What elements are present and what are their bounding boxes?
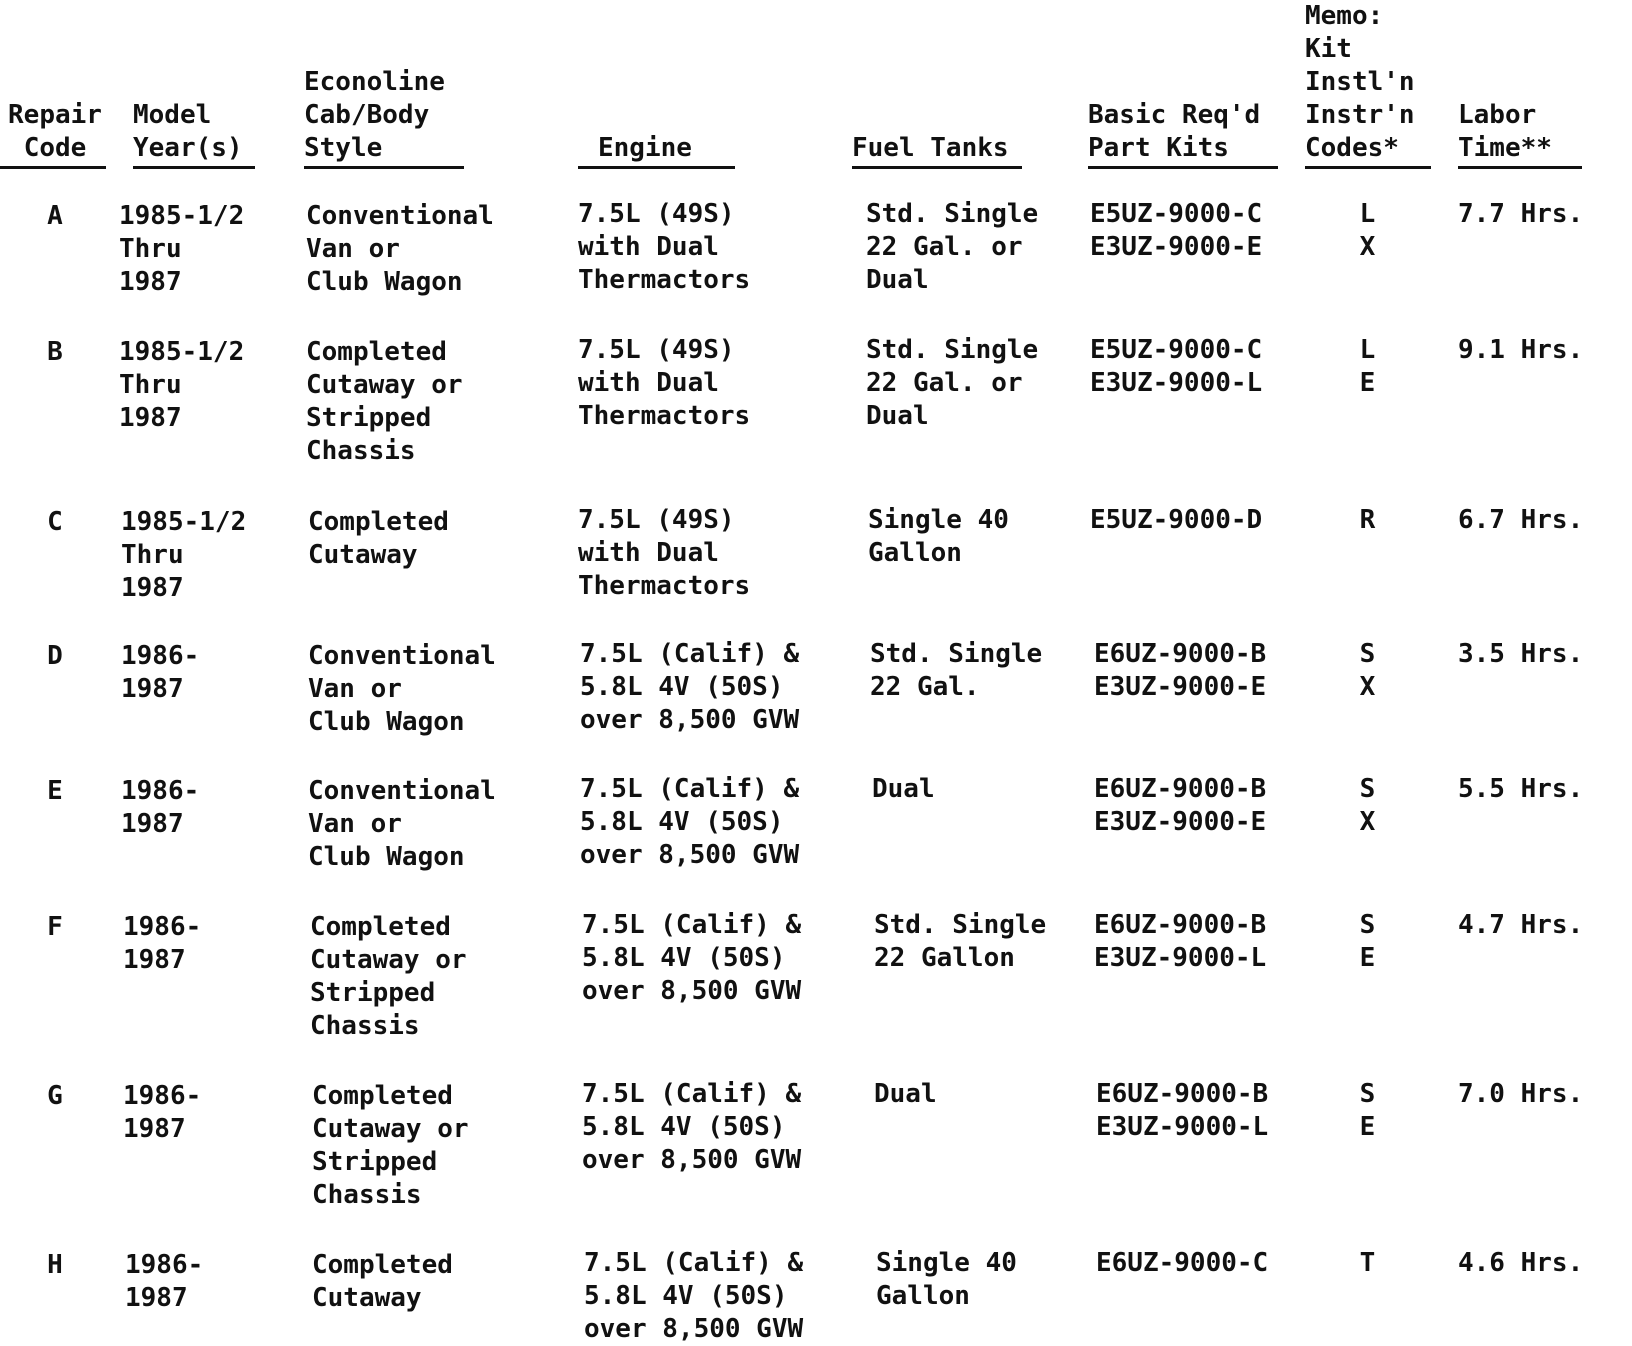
- repair-code: C: [47, 507, 63, 537]
- header-underline: [133, 166, 255, 169]
- engine: 7.5L (Calif) & 5.8L 4V (50S) over 8,500 GVW: [580, 774, 800, 870]
- labor-time: 5.5 Hrs.: [1458, 774, 1584, 804]
- fuel-tanks: Single 40 Gallon: [876, 1248, 1017, 1311]
- fuel-tanks: Dual: [874, 1079, 937, 1109]
- fuel-tanks: Std. Single 22 Gallon: [874, 910, 1047, 973]
- labor-time: 9.1 Hrs.: [1458, 335, 1584, 365]
- body-style: Conventional Van or Club Wagon: [308, 641, 496, 737]
- labor-time: 3.5 Hrs.: [1458, 639, 1584, 669]
- model-years: 1986- 1987: [123, 912, 202, 975]
- model-years: 1986- 1987: [121, 776, 200, 839]
- part-kits: E5UZ-9000-D: [1090, 505, 1263, 535]
- header-underline: [852, 166, 1022, 169]
- instr-codes: S E: [1359, 910, 1376, 973]
- instr-codes: S X: [1359, 774, 1376, 837]
- header-labor-time: [1458, 0, 1632, 165]
- body-style: Completed Cutaway: [312, 1250, 453, 1313]
- header-instr-codes: [1305, 0, 1430, 165]
- header-part-kits-text: Basic Req'd Part Kits: [1088, 100, 1261, 163]
- header-body-style: [304, 0, 552, 165]
- labor-time: 4.6 Hrs.: [1458, 1248, 1584, 1278]
- fuel-tanks: Std. Single 22 Gal. or Dual: [866, 199, 1039, 295]
- header-underline: [578, 166, 735, 169]
- header-underline: [1458, 166, 1582, 169]
- model-years: 1985-1/2 Thru 1987: [121, 507, 247, 603]
- body-style: Completed Cutaway or Stripped Chassis: [306, 337, 463, 466]
- engine: 7.5L (Calif) & 5.8L 4V (50S) over 8,500 GVW: [582, 1079, 802, 1175]
- instr-codes: S E: [1359, 1079, 1376, 1142]
- body-style: Conventional Van or Club Wagon: [308, 776, 496, 872]
- engine: 7.5L (49S) with Dual Thermactors: [578, 335, 751, 431]
- header-underline: [1305, 166, 1431, 169]
- instr-codes: L X: [1359, 199, 1376, 262]
- fuel-tanks: Dual: [872, 774, 935, 804]
- instr-codes: S X: [1359, 639, 1376, 702]
- header-body-style-text: Econoline Cab/Body Style: [304, 67, 445, 163]
- repair-code: A: [47, 201, 63, 231]
- labor-time: 4.7 Hrs.: [1458, 910, 1584, 940]
- labor-time: 7.7 Hrs.: [1458, 199, 1584, 229]
- part-kits: E6UZ-9000-B E3UZ-9000-E: [1094, 639, 1267, 702]
- fuel-tanks: Std. Single 22 Gal.: [870, 639, 1043, 702]
- header-fuel-tanks: [852, 0, 1082, 165]
- header-underline: [0, 166, 106, 169]
- engine: 7.5L (Calif) & 5.8L 4V (50S) over 8,500 GVW: [584, 1248, 804, 1344]
- body-style: Completed Cutaway or Stripped Chassis: [312, 1081, 469, 1210]
- header-fuel-tanks-text: Fuel Tanks: [852, 133, 1009, 163]
- repair-code: B: [47, 337, 63, 367]
- model-years: 1986- 1987: [121, 641, 200, 704]
- fuel-tanks: Std. Single 22 Gal. or Dual: [866, 335, 1039, 431]
- header-engine: [578, 0, 848, 165]
- repair-code: E: [47, 776, 63, 806]
- fuel-tanks: Single 40 Gallon: [868, 505, 1009, 568]
- repair-code: D: [47, 641, 63, 671]
- part-kits: E6UZ-9000-B E3UZ-9000-L: [1094, 910, 1267, 973]
- repair-code: H: [47, 1250, 63, 1280]
- part-kits: E5UZ-9000-C E3UZ-9000-L: [1090, 335, 1263, 398]
- header-model-years-text: Model Year(s): [133, 100, 243, 163]
- header-part-kits: [1088, 0, 1293, 165]
- engine: 7.5L (49S) with Dual Thermactors: [578, 505, 751, 601]
- body-style: Completed Cutaway: [308, 507, 449, 570]
- engine: 7.5L (Calif) & 5.8L 4V (50S) over 8,500 GVW: [580, 639, 800, 735]
- repair-code: F: [47, 912, 63, 942]
- part-kits: E6UZ-9000-C: [1096, 1248, 1269, 1278]
- instr-codes: L E: [1359, 335, 1376, 398]
- model-years: 1986- 1987: [123, 1081, 202, 1144]
- header-model-years: [133, 0, 293, 165]
- model-years: 1985-1/2 Thru 1987: [119, 201, 245, 297]
- part-kits: E6UZ-9000-B E3UZ-9000-L: [1096, 1079, 1269, 1142]
- model-years: 1985-1/2 Thru 1987: [119, 337, 245, 433]
- instr-codes: T: [1359, 1248, 1376, 1278]
- part-kits: E5UZ-9000-C E3UZ-9000-E: [1090, 199, 1263, 262]
- part-kits: E6UZ-9000-B E3UZ-9000-E: [1094, 774, 1267, 837]
- header-repair-code: [0, 0, 110, 165]
- engine: 7.5L (Calif) & 5.8L 4V (50S) over 8,500 GVW: [582, 910, 802, 1006]
- repair-code: G: [47, 1081, 63, 1111]
- header-underline: [304, 166, 464, 169]
- body-style: Completed Cutaway or Stripped Chassis: [310, 912, 467, 1041]
- header-underline: [1088, 166, 1278, 169]
- header-labor-time-text: Labor Time**: [1458, 100, 1552, 163]
- labor-time: 6.7 Hrs.: [1458, 505, 1584, 535]
- labor-time: 7.0 Hrs.: [1458, 1079, 1584, 1109]
- header-repair-code-text: Repair Code: [8, 100, 102, 163]
- model-years: 1986- 1987: [125, 1250, 204, 1313]
- engine: 7.5L (49S) with Dual Thermactors: [578, 199, 751, 295]
- body-style: Conventional Van or Club Wagon: [306, 201, 494, 297]
- header-instr-codes-text: Memo: Kit Instl'n Instr'n Codes*: [1305, 1, 1415, 163]
- instr-codes: R: [1359, 505, 1376, 535]
- header-engine-text: Engine: [598, 133, 692, 163]
